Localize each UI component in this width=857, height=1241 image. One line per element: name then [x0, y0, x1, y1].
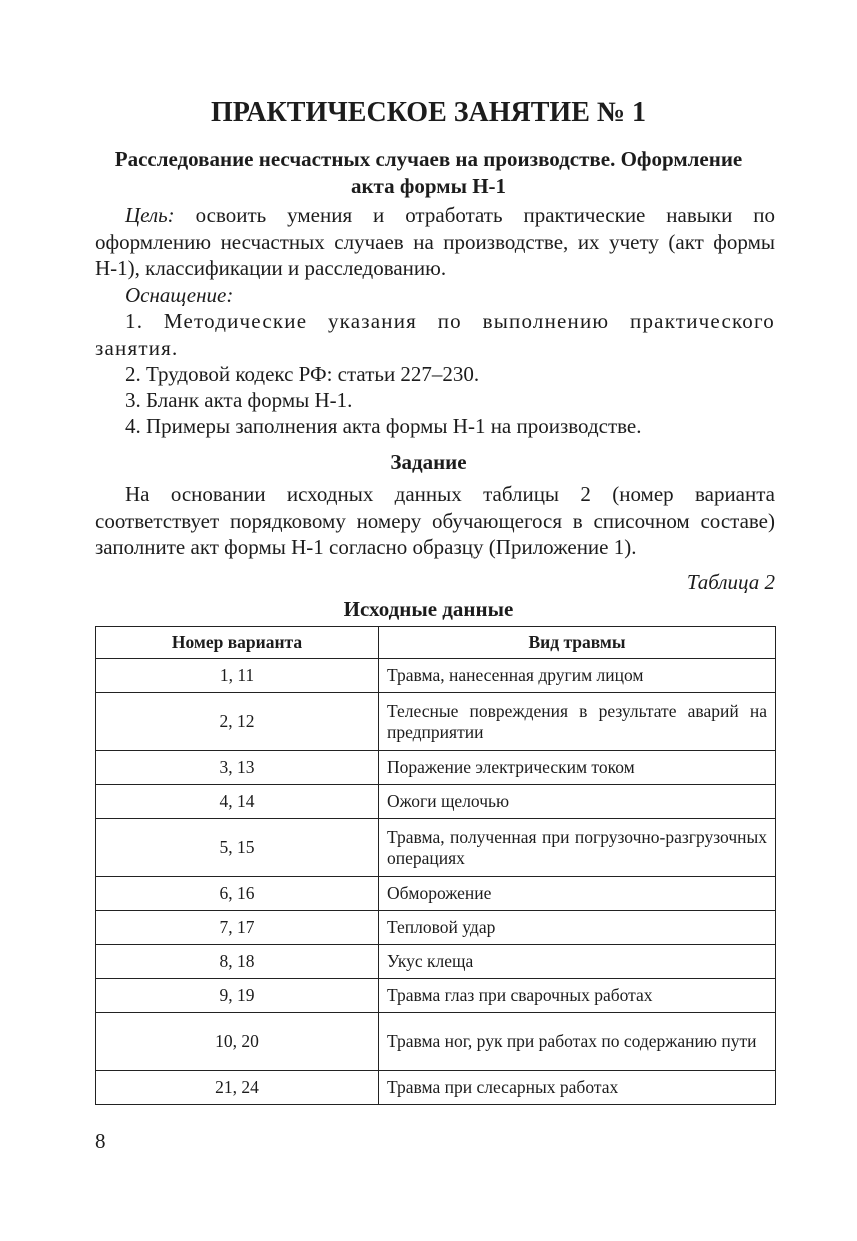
table-header-row	[96, 627, 776, 659]
variant-cell: 10, 20	[96, 1013, 379, 1071]
task-paragraph: На основании исходных данных таблицы 2 (номер варианта соответствует порядковому номеру обучающегося в списочном составе) заполните акт формы Н-1 согласно образцу (Приложение 1).	[95, 482, 775, 559]
table-row	[96, 1013, 776, 1071]
injury-cell: Поражение электрическим током	[379, 751, 776, 785]
injury-cell: Травма ног, рук при работах по содержанию пути	[379, 1013, 776, 1071]
variant-cell: 2, 12	[96, 693, 379, 751]
table-row	[96, 1071, 776, 1105]
variant-cell: 1, 11	[96, 659, 379, 693]
injury-cell: Травма глаз при сварочных работах	[379, 979, 776, 1013]
injury-cell: Травма, нанесенная другим лицом	[379, 659, 776, 693]
injury-cell: Укус клеща	[379, 945, 776, 979]
table-row	[96, 819, 776, 877]
table-row	[96, 785, 776, 819]
injury-table	[95, 626, 776, 1105]
injury-cell: Травма, полученная при погрузочно-разгрузочных операциях	[379, 819, 776, 877]
subtitle-line-2: акта формы Н-1	[350, 174, 507, 198]
table-row	[96, 945, 776, 979]
injury-cell: Телесные повреждения в результате аварий на предприятии	[379, 693, 776, 751]
goal-label: Цель:	[125, 203, 175, 227]
equipment-item-1: 1. Методические указания по выполнению практического занятия.	[95, 309, 775, 360]
header-injury: Вид травмы	[379, 627, 776, 659]
goal-paragraph	[95, 202, 775, 282]
header-variant: Номер варианта	[96, 627, 379, 659]
equipment-item-4: 4. Примеры заполнения акта формы Н-1 на производстве.	[125, 414, 642, 438]
table-row	[96, 659, 776, 693]
equipment-label-line	[95, 282, 805, 309]
equipment-label: Оснащение:	[125, 283, 234, 307]
variant-cell: 5, 15	[96, 819, 379, 877]
task-heading: Задание	[390, 450, 467, 474]
table-row	[96, 979, 776, 1013]
injury-cell: Обморожение	[379, 877, 776, 911]
subtitle-line-1: Расследование несчастных случаев на производстве. Оформление	[114, 147, 743, 171]
table-title: Исходные данные	[343, 597, 514, 621]
variant-cell: 7, 17	[96, 911, 379, 945]
page-title: ПРАКТИЧЕСКОЕ ЗАНЯТИЕ № 1	[210, 97, 647, 128]
variant-cell: 6, 16	[96, 877, 379, 911]
injury-cell: Травма при слесарных работах	[379, 1071, 776, 1105]
table-row	[96, 877, 776, 911]
table-row	[96, 751, 776, 785]
equipment-item-2: 2. Трудовой кодекс РФ: статьи 227–230.	[125, 362, 480, 386]
variant-cell: 8, 18	[96, 945, 379, 979]
table-caption: Таблица 2	[686, 570, 775, 594]
table-row	[96, 911, 776, 945]
table-row	[96, 693, 776, 751]
equipment-item-3: 3. Бланк акта формы Н-1.	[125, 388, 353, 412]
variant-cell: 3, 13	[96, 751, 379, 785]
subtitle	[60, 146, 797, 200]
goal-text: освоить умения и отработать практические навыки по оформлению несчастных случаев на производстве, их учету (акт формы Н-1), классификации и расследованию.	[95, 203, 775, 280]
injury-cell: Ожоги щелочью	[379, 785, 776, 819]
variant-cell: 4, 14	[96, 785, 379, 819]
page-number: 8	[95, 1129, 106, 1153]
injury-cell: Тепловой удар	[379, 911, 776, 945]
variant-cell: 21, 24	[96, 1071, 379, 1105]
variant-cell: 9, 19	[96, 979, 379, 1013]
